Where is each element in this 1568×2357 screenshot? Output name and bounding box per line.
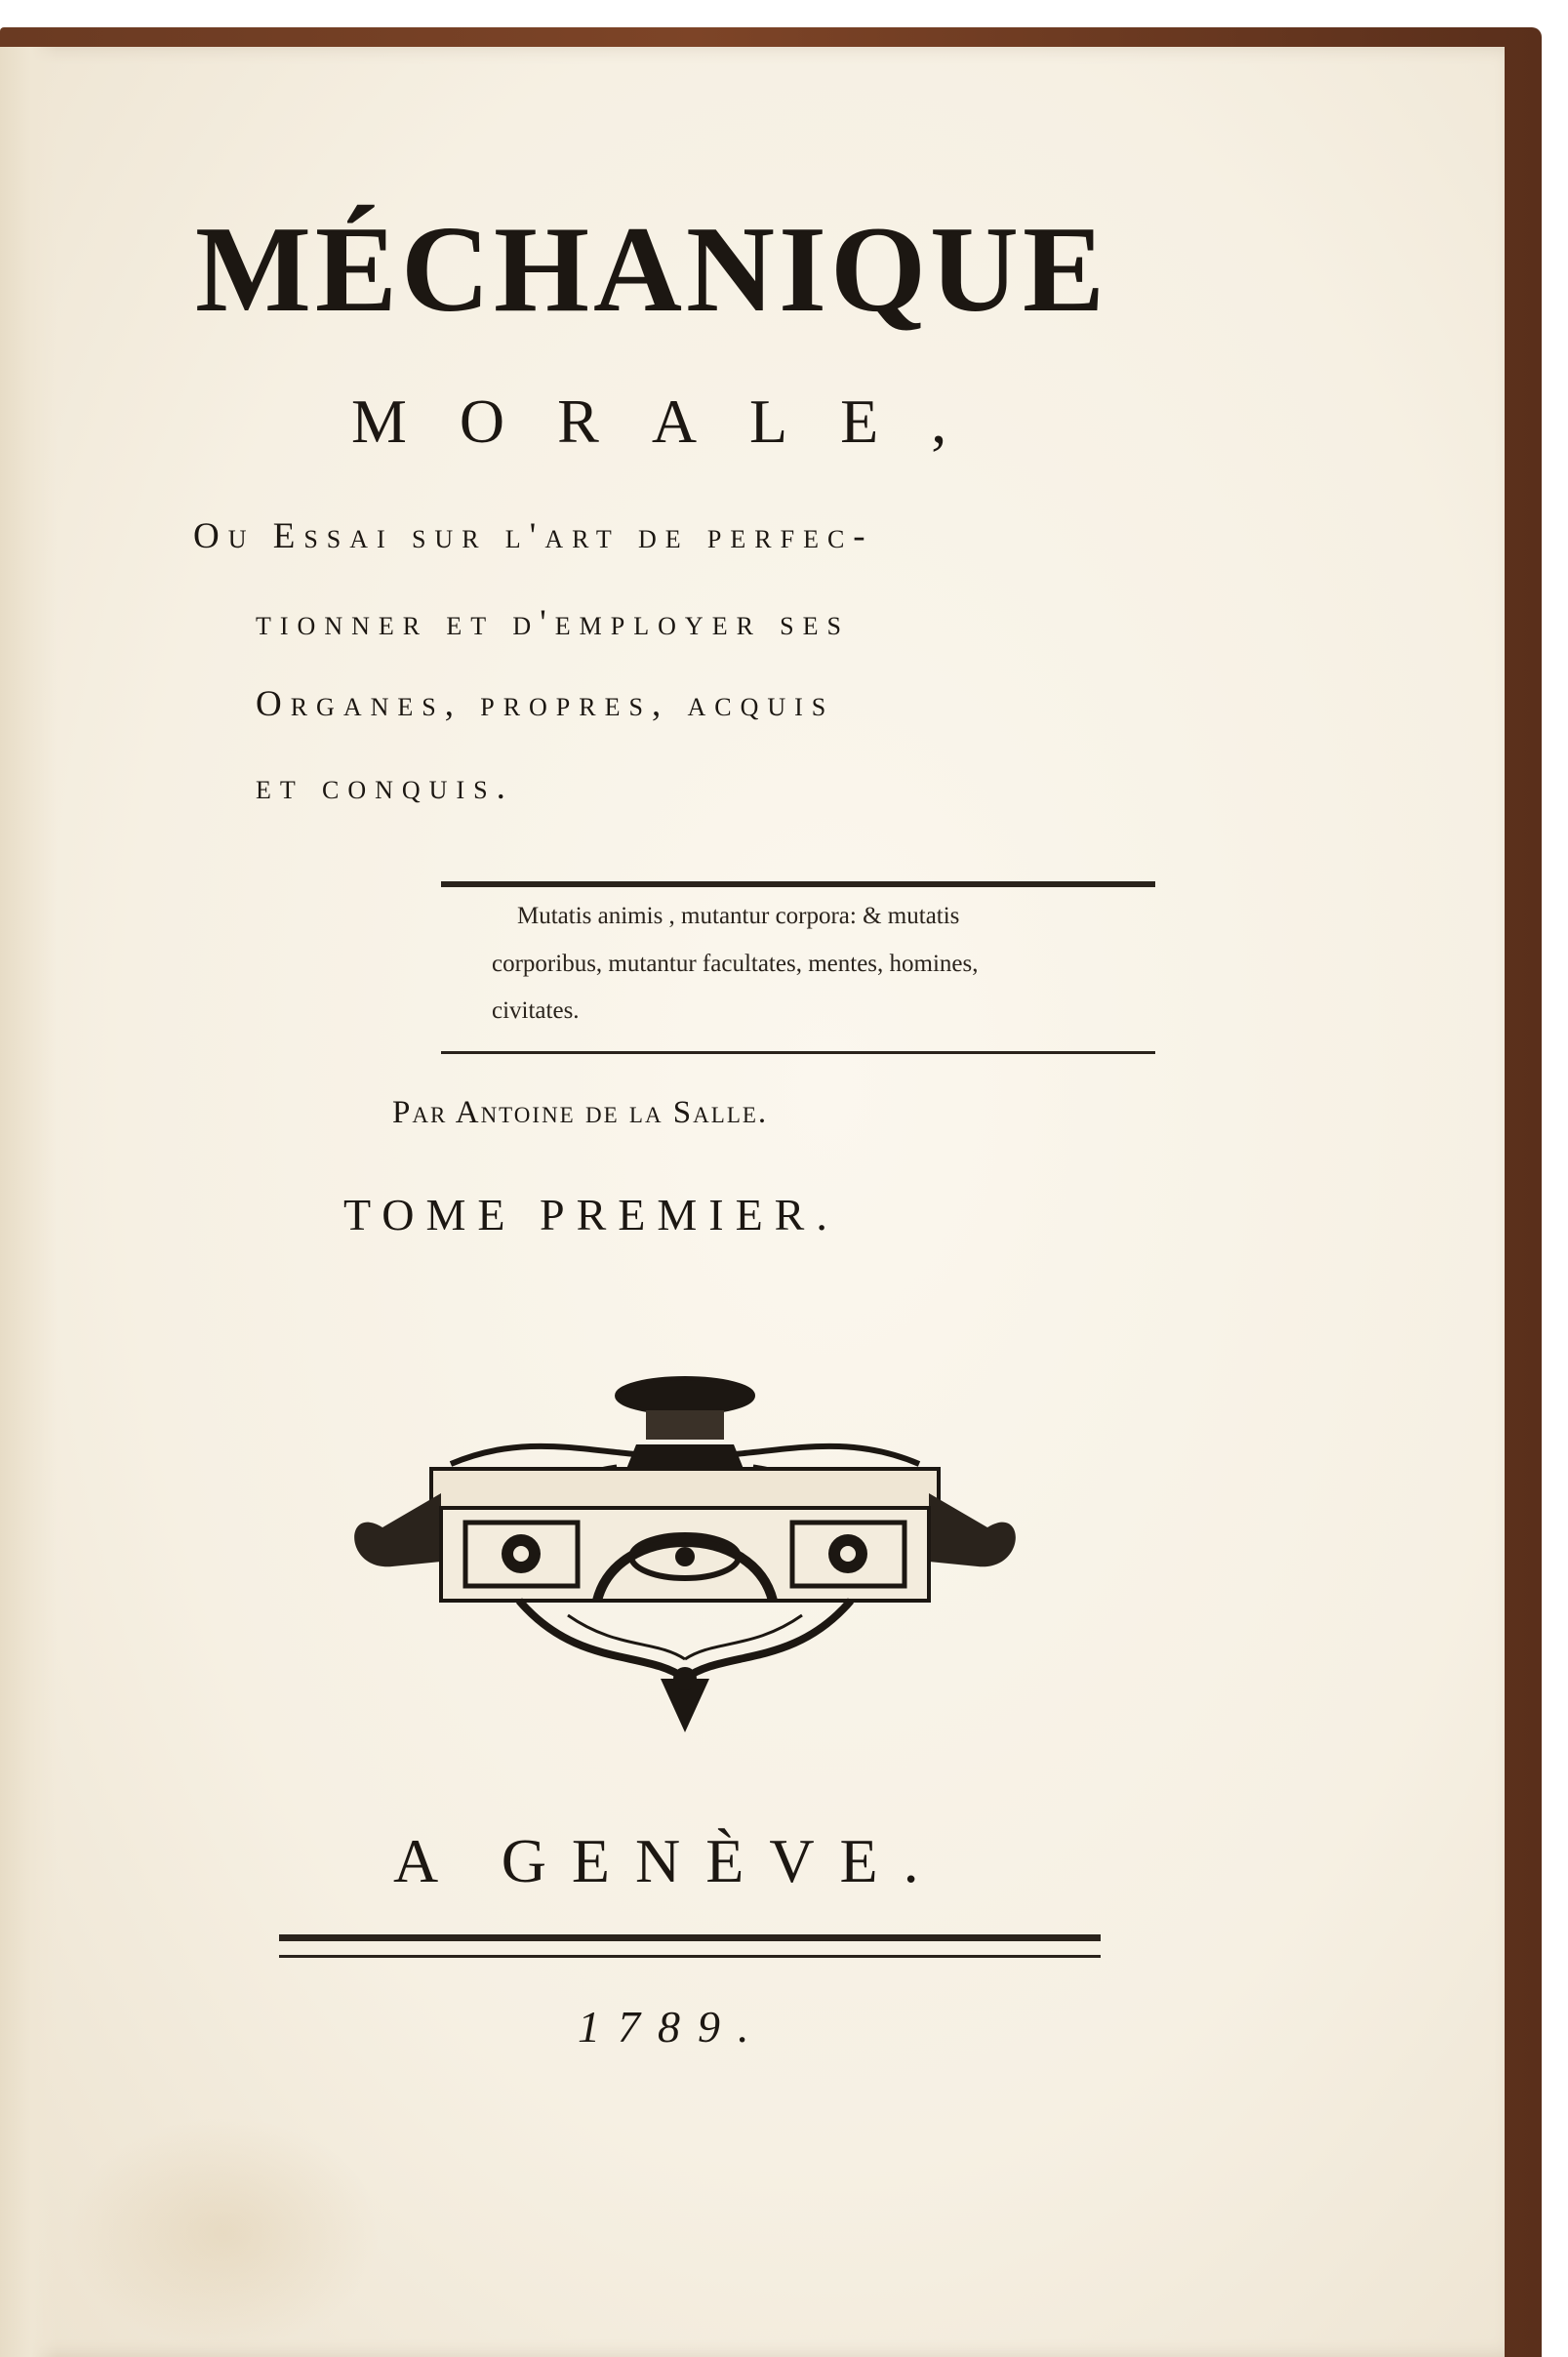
page-gutter — [0, 47, 57, 2357]
epigraph-line-2: corporibus, mutantur facultates, mentes, homines, — [492, 951, 979, 977]
epigraph-line-3: civitates. — [492, 997, 580, 1024]
imprint-year: 1789. — [578, 2002, 767, 2052]
description-line-3: Organes, propres, acquis — [256, 684, 835, 724]
rule-imprint-thick — [279, 1934, 1101, 1941]
description-line-4: et conquis. — [256, 767, 514, 807]
description-line-1: Ou Essai sur l'art de perfec- — [193, 516, 874, 556]
rule-above-epigraph — [441, 881, 1155, 887]
paper-stain — [68, 2116, 381, 2350]
ornament-vignette — [324, 1357, 1046, 1737]
description-line-2: tionner et d'employer ses — [256, 603, 850, 643]
volume-label: TOME PREMIER. — [343, 1190, 839, 1239]
book-subtitle: MORALE, — [351, 386, 1000, 456]
rule-below-epigraph — [441, 1051, 1155, 1054]
imprint-place: A GENÈVE. — [393, 1826, 945, 1895]
rule-imprint-thin — [279, 1955, 1101, 1958]
author-line: Par Antoine de la Salle. — [392, 1095, 769, 1130]
epigraph-line-1: Mutatis animis , mutantur corpora: & mutatis — [517, 903, 960, 929]
book-title: MÉCHANIQUE — [195, 202, 1109, 338]
